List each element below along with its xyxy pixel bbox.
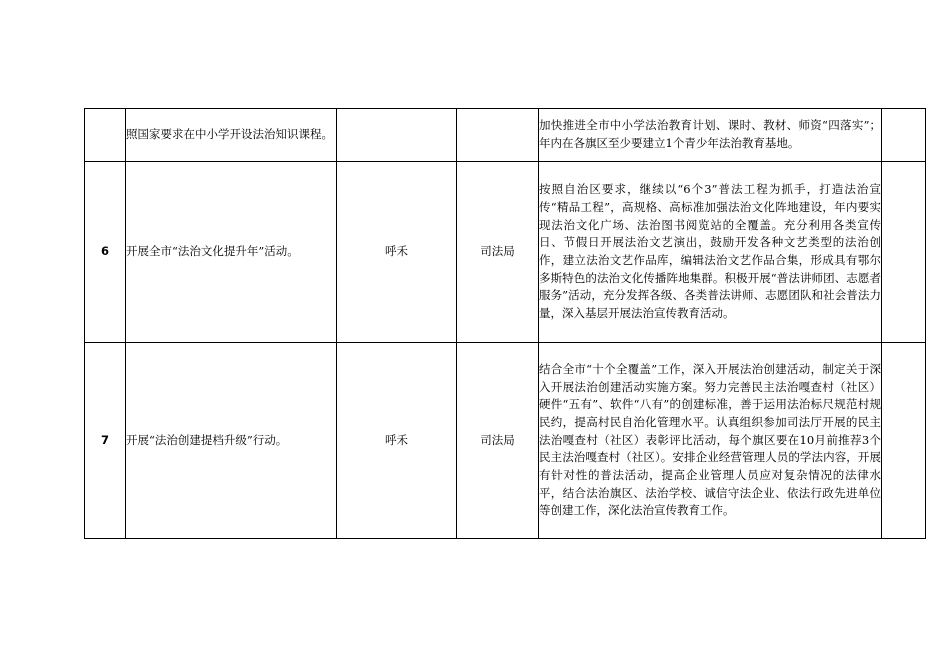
- lead-leader: 呼禾: [337, 343, 457, 539]
- row-number: [85, 109, 126, 162]
- table-row: [85, 343, 926, 539]
- task-item: 开展全市“法治文化提升年”活动。: [126, 162, 337, 343]
- lead-leader: [337, 109, 457, 162]
- remarks-cell: [882, 343, 926, 539]
- remarks-cell: [882, 109, 926, 162]
- table-row: [85, 162, 926, 343]
- work-plan-table: [84, 108, 926, 539]
- task-item: 开展“法治创建提档升级”行动。: [126, 343, 337, 539]
- responsible-unit: 司法局: [457, 162, 539, 343]
- task-item: 照国家要求在中小学开设法治知识课程。: [126, 109, 337, 162]
- responsible-unit: 司法局: [457, 343, 539, 539]
- remarks-cell: [882, 162, 926, 343]
- task-measures: 结合全市“十个全覆盖”工作，深入开展法治创建活动，制定关于深入开展法治创建活动实施方案。努力完善民主法治嘎查村（社区）硬件“五有”、软件“八有”的创建标准，善于运用法治标尺规范村规民约，提高村民自治化管理水平。认真组织参加司法厅开展的民主法治嘎查村（社区）表彰评比活动，每个旗区要在10月前推荐3个民主法治嘎查村（社区）。安排企业经营管理人员的学法内容，开展有针对性的普法活动，提高企业管理人员应对复杂情况的法律水平，结合法治旗区、法治学校、诚信守法企业、依法行政先进单位等创建工作，深化法治宣传教育工作。: [539, 343, 882, 539]
- table-row: [85, 109, 926, 162]
- task-measures: 加快推进全市中小学法治教育计划、课时、教材、师资“四落实”；年内在各旗区至少要建立1个青少年法治教育基地。: [539, 109, 882, 162]
- lead-leader: 呼禾: [337, 162, 457, 343]
- row-number: 7: [85, 343, 126, 539]
- responsible-unit: [457, 109, 539, 162]
- row-number: 6: [85, 162, 126, 343]
- task-measures: 按照自治区要求，继续以“6个3”普法工程为抓手，打造法治宣传“精品工程”，高规格、高标准加强法治文化阵地建设，年内要实现法治文化广场、法治图书阅览站的全覆盖。充分利用各类宣传日、节假日开展法治文艺演出，鼓励开发各种文艺类型的法治创作，建立法治文艺作品库，编辑法治文艺作品合集，形成具有鄂尔多斯特色的法治文化传播阵地集群。积极开展“普法讲师团、志愿者服务”活动，充分发挥各级、各类普法讲师、志愿团队和社会普法力量，深入基层开展法治宣传教育活动。: [539, 162, 882, 343]
